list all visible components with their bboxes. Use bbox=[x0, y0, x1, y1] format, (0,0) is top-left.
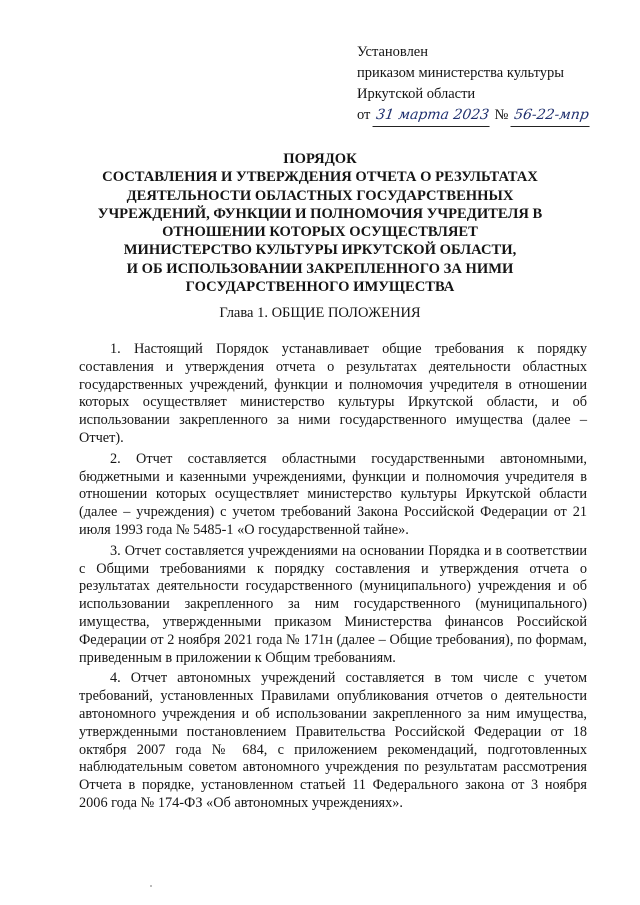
paragraph-4: 4. Отчет автономных учреждений составляется в том числе с учетом требований, установленных Правилами опубликования отчетов о деятельности автономного учреждения и об использовании закрепленного за ним имущества, утвержденными постановлением Правительства Российской Федерации от 18 октября 2007 года № 684, с приложением рекомендаций, подготовленных наблюдательным советом автономного учреждения по результатам рассмотрения Отчета в порядке, установленном статьей 11 Федерального закона от 3 ноября 2006 года № 174-ФЗ «Об автономных учреждениях». bbox=[79, 670, 587, 811]
title-line: МИНИСТЕРСТВО КУЛЬТУРЫ ИРКУТСКОЙ ОБЛАСТИ, bbox=[123, 242, 517, 259]
paragraph-3: 3. Отчет составляется учреждениями на основании Порядка и в соответствии с Общими требованиями к порядку составления и утверждения отчета о результатах деятельности государственного (муниципального) учреждения и об использовании закрепленного за ним государственного (муниципального) имущества, утвержденными приказом Министерства финансов Российской Федерации от 2 ноября 2021 года № 171н (далее – Общие требования), по формам, приведенным в приложении к Общим требованиям. bbox=[79, 542, 587, 666]
title-line: ГОСУДАРСТВЕННОГО ИМУЩЕСТВА bbox=[185, 279, 455, 296]
paragraph-2: 2. Отчет составляется областными государственными автономными, бюджетными и казенными учреждениями, функции и полномочия учредителя в отношении которых осуществляет министерство культуры Иркутской области (далее – учреждения) с учетом требований Закона Российской Федерации от 21 июля 1993 года № 5485-1 «О государственной тайне». bbox=[79, 450, 587, 538]
from-prefix: от bbox=[357, 107, 371, 123]
approval-line-2: приказом министерства культуры bbox=[357, 65, 564, 81]
title-line: ДЕЯТЕЛЬНОСТИ ОБЛАСТНЫХ ГОСУДАРСТВЕННЫХ bbox=[126, 187, 514, 204]
approval-date-line bbox=[357, 105, 597, 127]
document-body bbox=[79, 341, 587, 816]
scan-speck bbox=[150, 885, 152, 887]
title-line: СОСТАВЛЕНИЯ И УТВЕРЖДЕНИЯ ОТЧЕТА О РЕЗУЛЬТАТАХ bbox=[102, 169, 538, 186]
title-line: ОТНОШЕНИИ КОТОРЫХ ОСУЩЕСТВЛЯЕТ bbox=[162, 224, 478, 241]
title-line: УЧРЕЖДЕНИЙ, ФУНКЦИИ И ПОЛНОМОЧИЯ УЧРЕДИТЕЛЯ В bbox=[97, 205, 543, 222]
number-sign: № bbox=[494, 107, 509, 123]
handwritten-number: 56-22-мпр bbox=[510, 105, 592, 127]
handwritten-date: 31 марта 2023 bbox=[372, 105, 492, 127]
chapter-heading: Глава 1. ОБЩИЕ ПОЛОЖЕНИЯ bbox=[219, 305, 421, 321]
approval-line-3: Иркутской области bbox=[357, 86, 476, 102]
approval-line-1: Установлен bbox=[357, 44, 429, 60]
paragraph-1: 1. Настоящий Порядок устанавливает общие требования к порядку составления и утверждения отчета о результатах деятельности областных государственных учреждений, функции и полномочия учредителя в отношении которых осуществляет министерство культуры Иркутской области, и об использовании закрепленного за ними государственного имущества (далее – Отчет). bbox=[79, 341, 587, 446]
document-title bbox=[60, 150, 580, 296]
title-line: ПОРЯДОК bbox=[283, 151, 357, 167]
title-line: И ОБ ИСПОЛЬЗОВАНИИ ЗАКРЕПЛЕННОГО ЗА НИМИ bbox=[126, 260, 514, 277]
approval-block bbox=[357, 42, 597, 127]
